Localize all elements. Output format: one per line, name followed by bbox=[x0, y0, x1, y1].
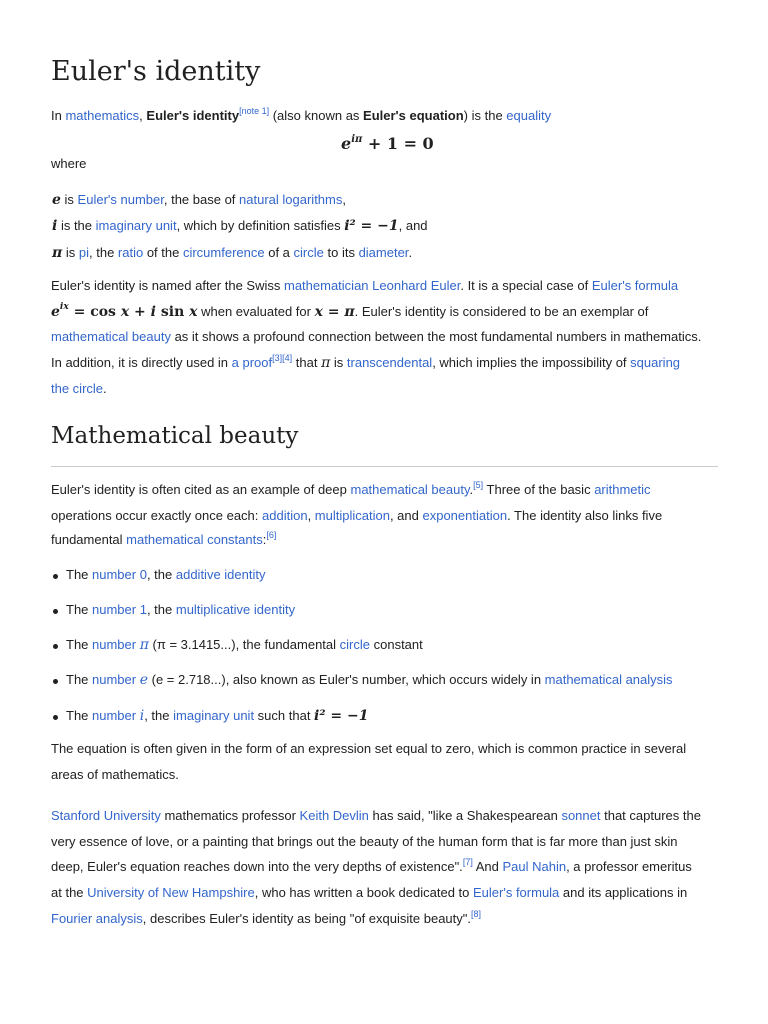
link-stanford-university[interactable]: Stanford University bbox=[51, 808, 161, 823]
section-heading: Mathematical beauty bbox=[51, 423, 299, 449]
list-item: The number 1, the multiplicative identity bbox=[66, 602, 296, 617]
ref-6[interactable]: [6] bbox=[266, 529, 277, 540]
where-label: where bbox=[51, 156, 87, 171]
para2-line1: Euler's identity is named after the Swiss mathematician Leonhard Euler. It is a special case of Euler's formula bbox=[51, 278, 679, 293]
link-mathematician[interactable]: mathematician bbox=[283, 278, 369, 293]
beauty-para2-line2: areas of mathematics. bbox=[51, 767, 179, 782]
list-item: The number e (e = 2.718...), also known as Euler's number, which occurs widely in mathematical analysis bbox=[66, 672, 673, 688]
link-eulers-formula[interactable]: Euler's formula bbox=[591, 278, 679, 293]
ref-8[interactable]: [8] bbox=[471, 908, 482, 919]
link-additive-identity[interactable]: additive identity bbox=[175, 567, 266, 582]
link-mathematical-constants[interactable]: mathematical constants bbox=[126, 532, 263, 547]
link-circle[interactable]: circle bbox=[293, 245, 324, 260]
link-eulers-number[interactable]: Euler's number bbox=[77, 192, 164, 207]
link-keith-devlin[interactable]: Keith Devlin bbox=[299, 808, 369, 823]
page-title: Euler's identity bbox=[51, 56, 261, 87]
para2-line4: In addition, it is directly used in a proof[3][4] that π is transcendental, which implies the impossibility of squaring bbox=[51, 352, 681, 371]
intro-paragraph: In mathematics, Euler's identity[note 1] (also known as Euler's equation) is the equality bbox=[51, 105, 552, 123]
x-equals-pi: x = π bbox=[314, 304, 355, 320]
link-circumference[interactable]: circumference bbox=[182, 245, 265, 260]
definition-i: i is the imaginary unit, which by definition satisfies i² = −1, and bbox=[52, 218, 428, 234]
link-pi[interactable]: pi bbox=[78, 245, 89, 260]
link-ratio[interactable]: ratio bbox=[117, 245, 144, 260]
bullet-marker bbox=[53, 715, 58, 720]
link-paul-nahin[interactable]: Paul Nahin bbox=[502, 859, 567, 874]
bullet-marker bbox=[53, 574, 58, 579]
link-the-circle[interactable]: the circle bbox=[51, 381, 104, 396]
display-formula bbox=[341, 134, 434, 153]
link-diameter[interactable]: diameter bbox=[358, 245, 409, 260]
link-multiplication[interactable]: multiplication bbox=[314, 508, 390, 523]
link-mathematical-analysis[interactable]: mathematical analysis bbox=[544, 672, 673, 687]
beauty-para2-line1: The equation is often given in the form of an expression set equal to zero, which is common practice in several bbox=[51, 741, 687, 756]
link-leonhard-euler[interactable]: Leonhard Euler bbox=[372, 278, 461, 293]
ref-5[interactable]: [5] bbox=[473, 479, 484, 490]
bullet-marker bbox=[53, 609, 58, 614]
link-mathematics[interactable]: mathematics bbox=[65, 108, 140, 123]
eulers-formula-equation: $e^{ix} = \cos x + i$ sin x bbox=[51, 302, 198, 320]
beauty-para1-line2: operations occur exactly once each: addition, multiplication, and exponentiation. The identity also links five bbox=[51, 508, 663, 523]
link-squaring[interactable]: squaring bbox=[630, 355, 681, 370]
para2-line5: the circle. bbox=[51, 381, 107, 396]
link-fourier-analysis[interactable]: Fourier analysis bbox=[51, 911, 143, 926]
para2-line3: mathematical beauty as it shows a profound connection between the most fundamental numbers in mathematics. bbox=[51, 329, 702, 344]
list-item: The number 0, the additive identity bbox=[66, 567, 266, 582]
link-mathematical-beauty-2[interactable]: mathematical beauty bbox=[350, 482, 470, 497]
link-multiplicative-identity[interactable]: multiplicative identity bbox=[175, 602, 296, 617]
para2-line2: $e^{ix} = \cos x + i$ sin x when evaluated for x = π. Euler's identity is considered to be an exemplar of bbox=[51, 302, 649, 320]
link-number-i[interactable]: number i bbox=[92, 708, 145, 724]
link-exponentiation[interactable]: exponentiation bbox=[422, 508, 508, 523]
definition-pi: π is pi, the ratio of the circumference of a circle to its diameter. bbox=[52, 245, 413, 261]
list-item: The number π (π = 3.1415...), the fundamental circle constant bbox=[66, 637, 423, 653]
link-imaginary-unit-2[interactable]: imaginary unit bbox=[173, 708, 255, 723]
link-arithmetic[interactable]: arithmetic bbox=[594, 482, 651, 497]
link-imaginary-unit[interactable]: imaginary unit bbox=[95, 218, 177, 233]
bullet-marker bbox=[53, 644, 58, 649]
link-circle-2[interactable]: circle bbox=[339, 637, 370, 652]
link-number-pi[interactable]: number π bbox=[92, 637, 149, 653]
link-sonnet[interactable]: sonnet bbox=[561, 808, 601, 823]
link-equality[interactable]: equality bbox=[506, 108, 552, 123]
beauty-para3-line1: Stanford University mathematics professor Keith Devlin has said, "like a Shakespearean sonnet that captures the bbox=[51, 808, 701, 823]
beauty-para3-line3: deep, Euler's equation reaches down into the very depths of existence".[7] And Paul Nahin, a professor emeritus bbox=[51, 856, 692, 874]
link-a-proof[interactable]: a proof bbox=[231, 355, 273, 370]
ref-7[interactable]: [7] bbox=[462, 856, 473, 867]
link-number-1[interactable]: number 1 bbox=[92, 602, 147, 617]
link-number-0[interactable]: number 0 bbox=[92, 567, 147, 582]
link-addition[interactable]: addition bbox=[262, 508, 308, 523]
link-mathematical-beauty[interactable]: mathematical beauty bbox=[51, 329, 171, 344]
link-eulers-formula-2[interactable]: Euler's formula bbox=[473, 885, 560, 900]
beauty-para3-line4: at the University of New Hampshire, who has written a book dedicated to Euler's formula and its applications in bbox=[51, 885, 688, 900]
beauty-para3-line2: very essence of love, or a painting that brings out the beauty of the human form that is far more than just skin bbox=[51, 834, 678, 849]
link-university-of-new-hampshire[interactable]: University of New Hampshire bbox=[87, 885, 255, 900]
bullet-marker bbox=[53, 679, 58, 684]
link-number-e[interactable]: number e bbox=[92, 672, 149, 688]
list-item: The number i, the imaginary unit such that i² = −1 bbox=[66, 708, 369, 724]
i-squared-equation: i² = −1 bbox=[344, 218, 399, 234]
beauty-para1-line1: Euler's identity is often cited as an example of deep mathematical beauty.[5] Three of the basic arithmetic bbox=[51, 479, 651, 497]
note-1-ref[interactable]: [note 1] bbox=[239, 105, 270, 116]
formula-text: $e^{i\pi} + 1 = 0$ bbox=[341, 133, 434, 153]
link-natural-logarithms[interactable]: natural logarithms bbox=[239, 192, 343, 207]
beauty-para1-line3: fundamental mathematical constants:[6] bbox=[51, 529, 277, 547]
definition-e: e is Euler's number, the base of natural logarithms, bbox=[52, 192, 346, 208]
section-divider bbox=[51, 466, 718, 467]
link-transcendental[interactable]: transcendental bbox=[346, 355, 433, 370]
beauty-para3-line5: Fourier analysis, describes Euler's identity as being "of exquisite beauty".[8] bbox=[51, 908, 482, 926]
ref-3-4[interactable]: [3][4] bbox=[272, 352, 293, 363]
